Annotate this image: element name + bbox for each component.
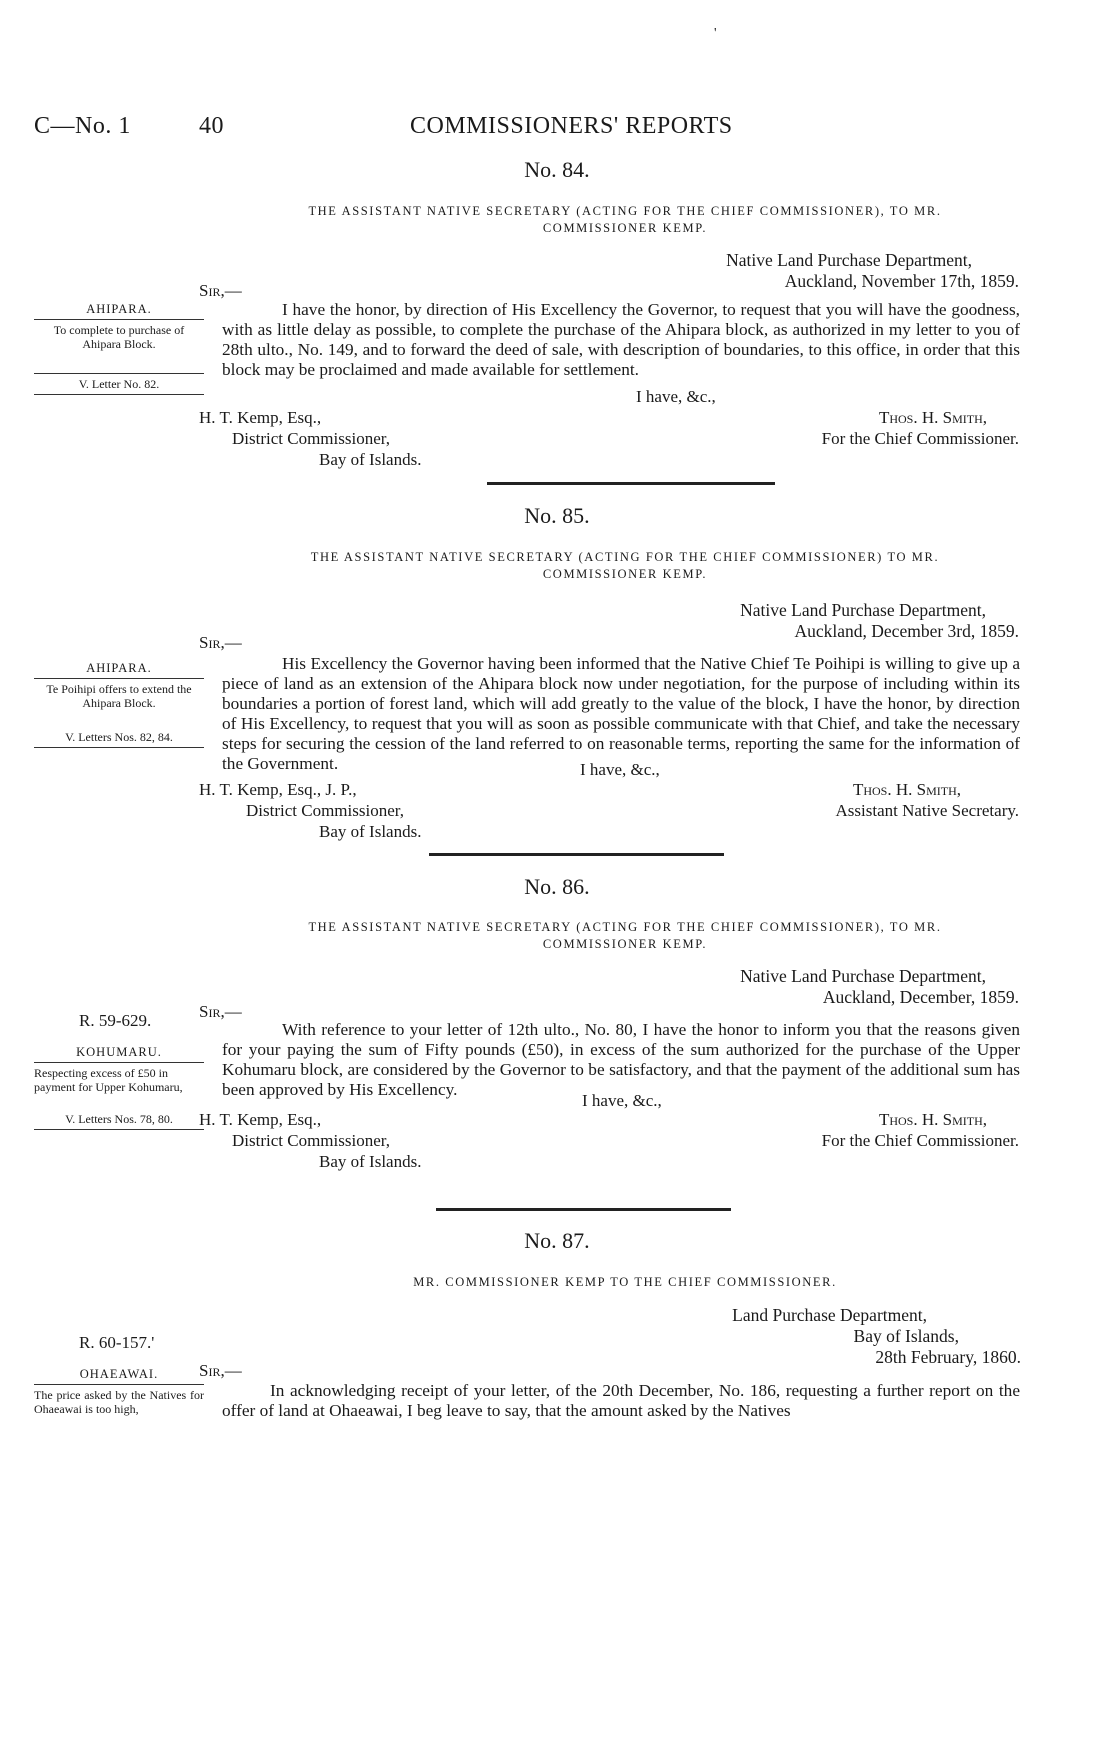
signature: Thos. H. Smith, For the Chief Commissioner. <box>821 1110 1019 1150</box>
letter-body: In acknowledging receipt of your letter, of the 20th December, No. 186, requesting a further report on the offer of land at Ohaeawai, I beg leave to say, that the amount asked by the Natives <box>222 1381 1020 1420</box>
margin-note: AHIPARA. To complete to purchase of Ahipara Block. V. Letter No. 82. <box>34 302 204 398</box>
register-number: R. 60-157.' <box>79 1333 155 1352</box>
letter-address: Land Purchase Department, Bay of Islands, 28th February, 1860. <box>732 1305 1021 1367</box>
salutation: Sir,— <box>199 633 242 652</box>
divider <box>429 853 724 856</box>
page-title: COMMISSIONERS' REPORTS <box>410 113 733 139</box>
divider <box>487 482 775 485</box>
letter-number: No. 84. <box>524 157 590 182</box>
letter-address: Native Land Purchase Department, Auckland, December, 1859. <box>740 966 1019 1007</box>
recipient: H. T. Kemp, Esq., J. P., District Commissioner, Bay of Islands. <box>199 780 422 841</box>
salutation: Sir,— <box>199 1002 242 1021</box>
recipient: H. T. Kemp, Esq., District Commissioner, Bay of Islands. <box>199 408 422 469</box>
letter-title: THE ASSISTANT NATIVE SECRETARY (ACTING FOR THE CHIEF COMMISSIONER), TO MR. COMMISSIONER KEMP. <box>308 920 942 951</box>
margin-note: AHIPARA. Te Poihipi offers to extend the Ahipara Block. V. Letters Nos. 82, 84. <box>34 661 204 751</box>
closing: I have, &c., <box>582 1091 662 1110</box>
salutation: Sir,— <box>199 1361 242 1380</box>
letter-body: With reference to your letter of 12th ulto., No. 80, I have the honor to inform you that the reasons given for your paying the sum of Fifty pounds (£50), in excess of the sum authorized for the purchase of the Upper Kohumaru block, are considered by the Governor to be satisfactory, and that the payment of the additional sum has been approved by His Excellency. <box>222 1020 1020 1099</box>
divider <box>436 1208 731 1211</box>
signature: Thos. H. Smith, Assistant Native Secretary. <box>835 780 1019 820</box>
letter-address: Native Land Purchase Department, Auckland, November 17th, 1859. <box>726 250 1019 291</box>
register-number: R. 59-629. <box>79 1011 152 1030</box>
top-mark: ' <box>714 26 717 41</box>
letter-address: Native Land Purchase Department, Auckland, December 3rd, 1859. <box>740 600 1019 641</box>
margin-note: OHAEAWAI. The price asked by the Natives for Ohaeawai is too high, <box>34 1367 204 1416</box>
letter-number: No. 86. <box>524 874 590 899</box>
letter-number: No. 87. <box>524 1228 590 1253</box>
letter-title: MR. COMMISSIONER KEMP TO THE CHIEF COMMISSIONER. <box>413 1275 837 1289</box>
letter-number: No. 85. <box>524 503 590 528</box>
closing: I have, &c., <box>580 760 660 779</box>
letter-body: I have the honor, by direction of His Excellency the Governor, to request that you will have the goodness, with as little delay as possible, to complete the purchase of the Ahipara block, as authorized in my letter to you of 28th ulto., No. 149, and to forward the deed of sale, with description of boundaries, to this office, in order that this block may be proclaimed and made available for settlement. <box>222 300 1020 379</box>
signature: Thos. H. Smith, For the Chief Commissioner. <box>821 408 1019 448</box>
page-number: 40 <box>199 113 224 139</box>
letter-title: THE ASSISTANT NATIVE SECRETARY (ACTING FOR THE CHIEF COMMISSIONER) TO MR. COMMISSIONER KEMP. <box>310 550 940 581</box>
recipient: H. T. Kemp, Esq., District Commissioner, Bay of Islands. <box>199 1110 422 1171</box>
closing: I have, &c., <box>636 387 716 406</box>
series-number: C—No. 1 <box>34 113 131 139</box>
salutation: Sir,— <box>199 281 242 300</box>
letter-title: THE ASSISTANT NATIVE SECRETARY (ACTING FOR THE CHIEF COMMISSIONER), TO MR. COMMISSIONER KEMP. <box>308 204 942 235</box>
letter-body: His Excellency the Governor having been informed that the Native Chief Te Poihipi is willing to give up a piece of land as an extension of the Ahipara block now under negotiation, for the purpose of including within its boundaries a portion of forest land, which will add greatly to the value of the block, I have the honor, by direction of His Excellency, to request that you will as soon as possible communicate with that Chief, and take the necessary steps for securing the cession of the land referred to on reasonable terms, reporting the same for the information of the Government. <box>222 654 1020 773</box>
margin-note: KOHUMARU. Respecting excess of £50 in payment for Upper Kohumaru, V. Letters Nos. 78, 80. <box>34 1045 204 1133</box>
